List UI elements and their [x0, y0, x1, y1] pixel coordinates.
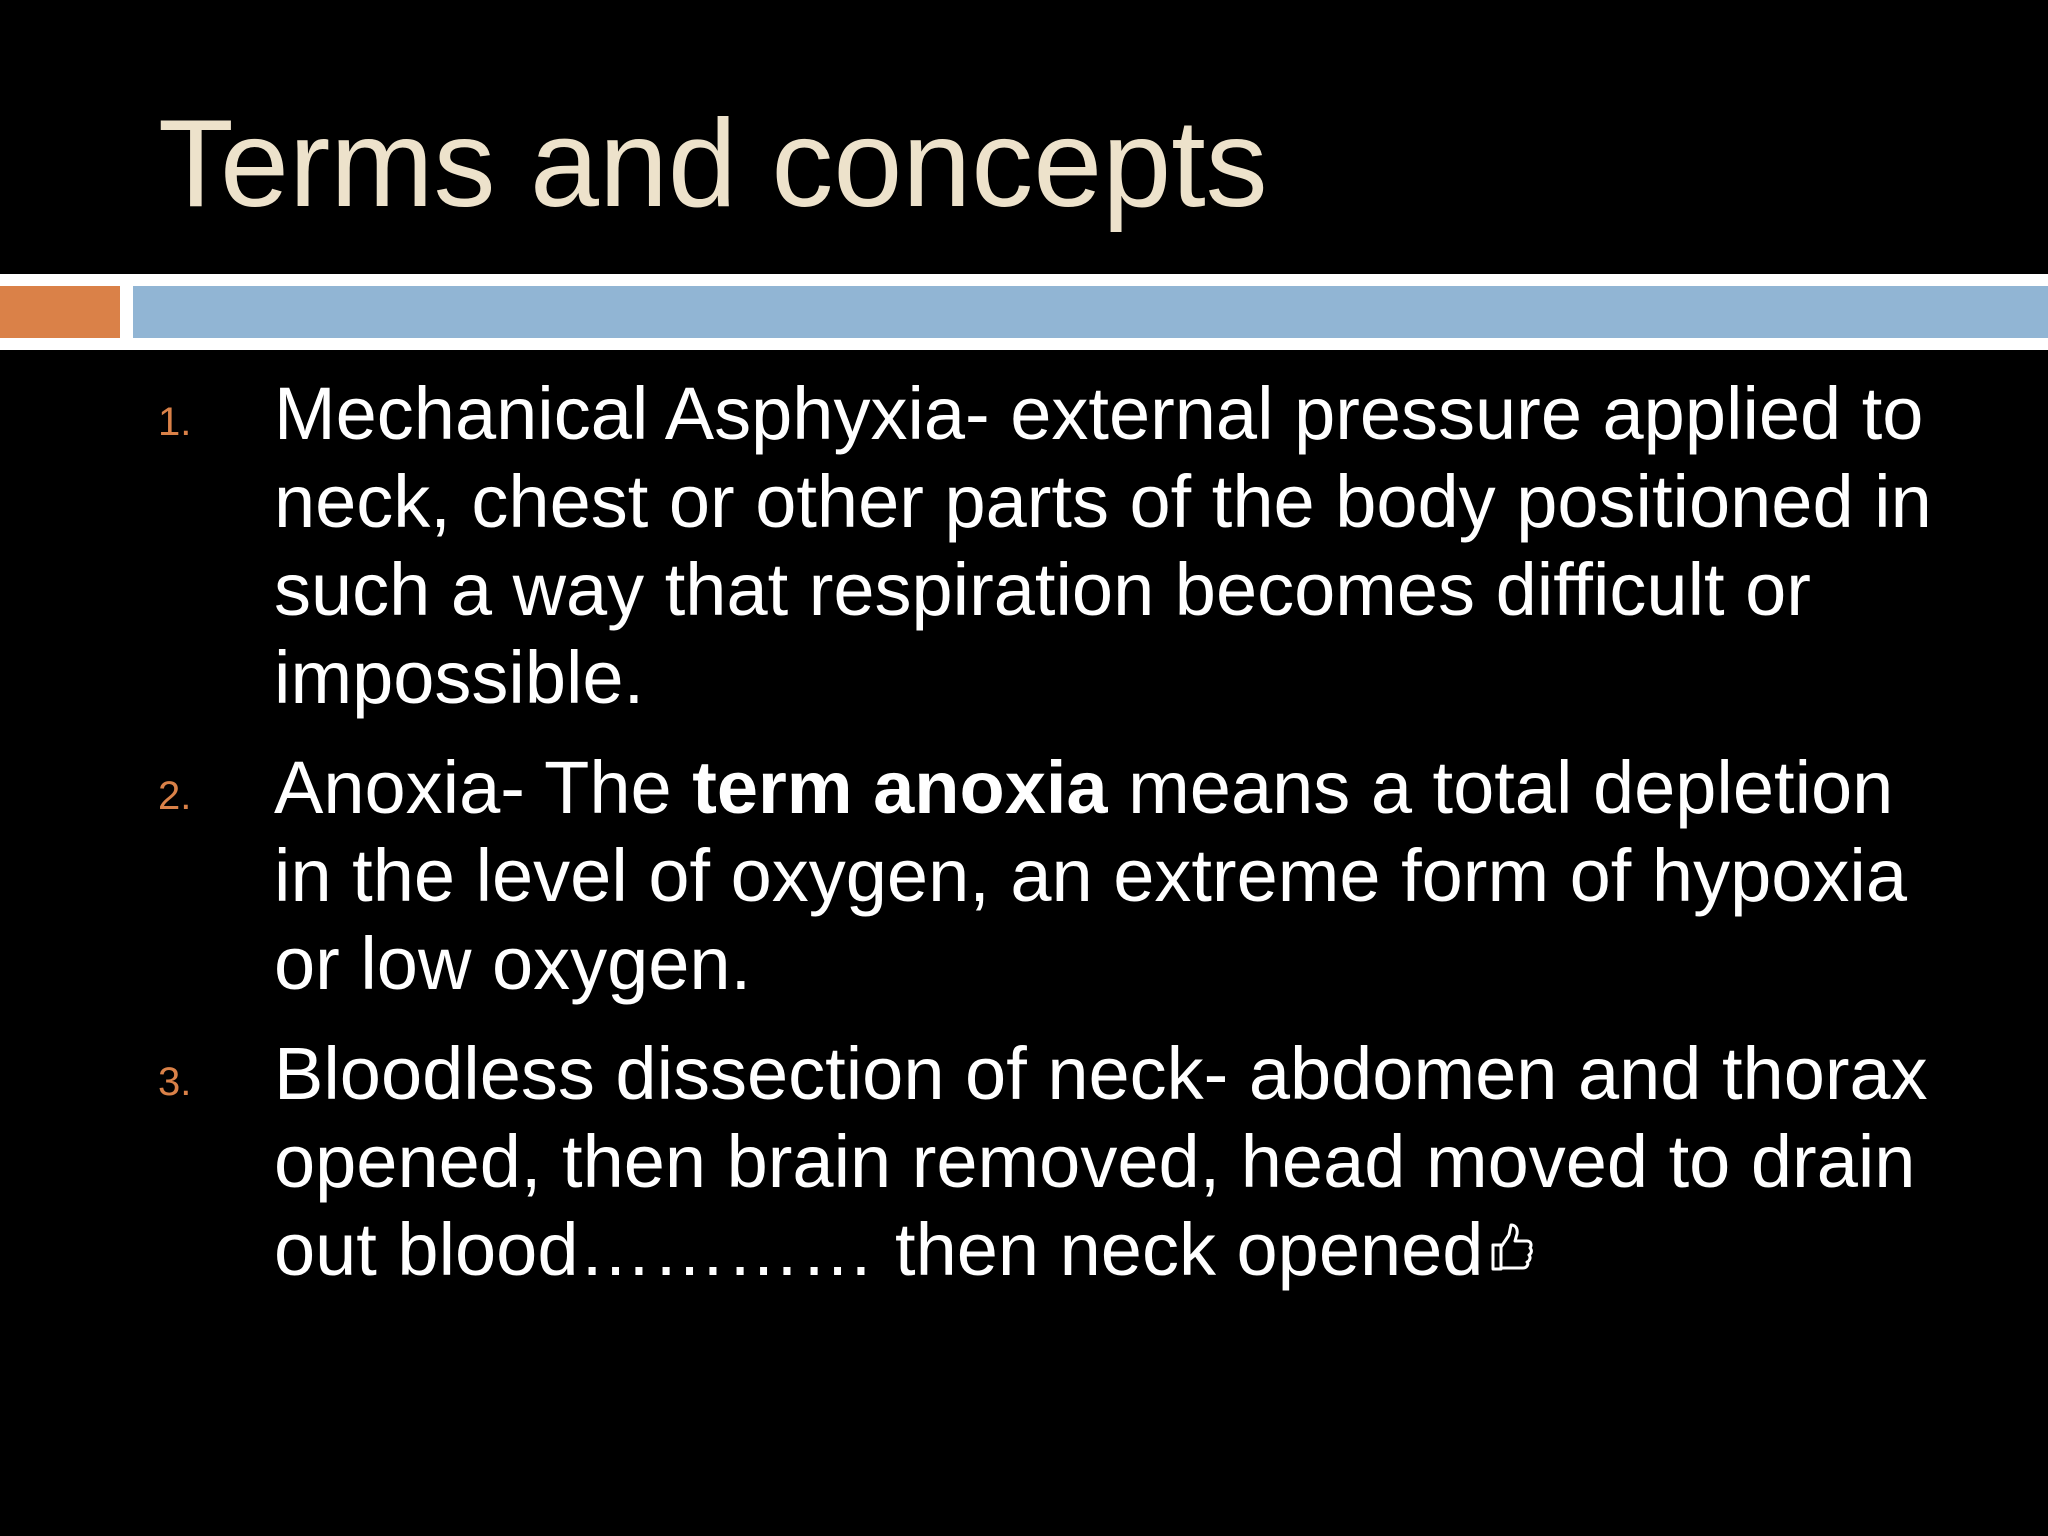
list-item-text-lead: Anoxia- The	[274, 746, 693, 829]
numbered-list	[158, 370, 1958, 1316]
list-item-number: 1.	[158, 400, 192, 444]
list-item-text-rest: means a total depletion in the level of oxygen, an extreme form of hypoxia or low oxygen.	[274, 746, 1907, 1005]
divider-accent-block	[0, 286, 120, 338]
list-item	[158, 744, 1958, 1008]
list-item-text: Bloodless dissection of neck- abdomen and thorax opened, then brain removed, head moved to drain out blood………… then neck opened	[274, 1032, 1928, 1291]
list-item-text: Mechanical Asphyxia- external pressure applied to neck, chest or other parts of the body positioned in such a way that respiration becomes difficult or impossible.	[274, 372, 1932, 719]
thumbs-up-icon	[1487, 1221, 1535, 1275]
list-item-number: 2.	[158, 774, 192, 818]
slide-title: Terms and concepts	[158, 95, 1268, 233]
title-divider	[0, 274, 2048, 350]
divider-bar	[133, 286, 2048, 338]
list-item	[158, 1030, 1958, 1294]
list-item-number: 3.	[158, 1060, 192, 1104]
list-item	[158, 370, 1958, 722]
list-item-text	[274, 746, 1907, 1005]
list-item-text-bold: term anoxia	[692, 746, 1108, 829]
